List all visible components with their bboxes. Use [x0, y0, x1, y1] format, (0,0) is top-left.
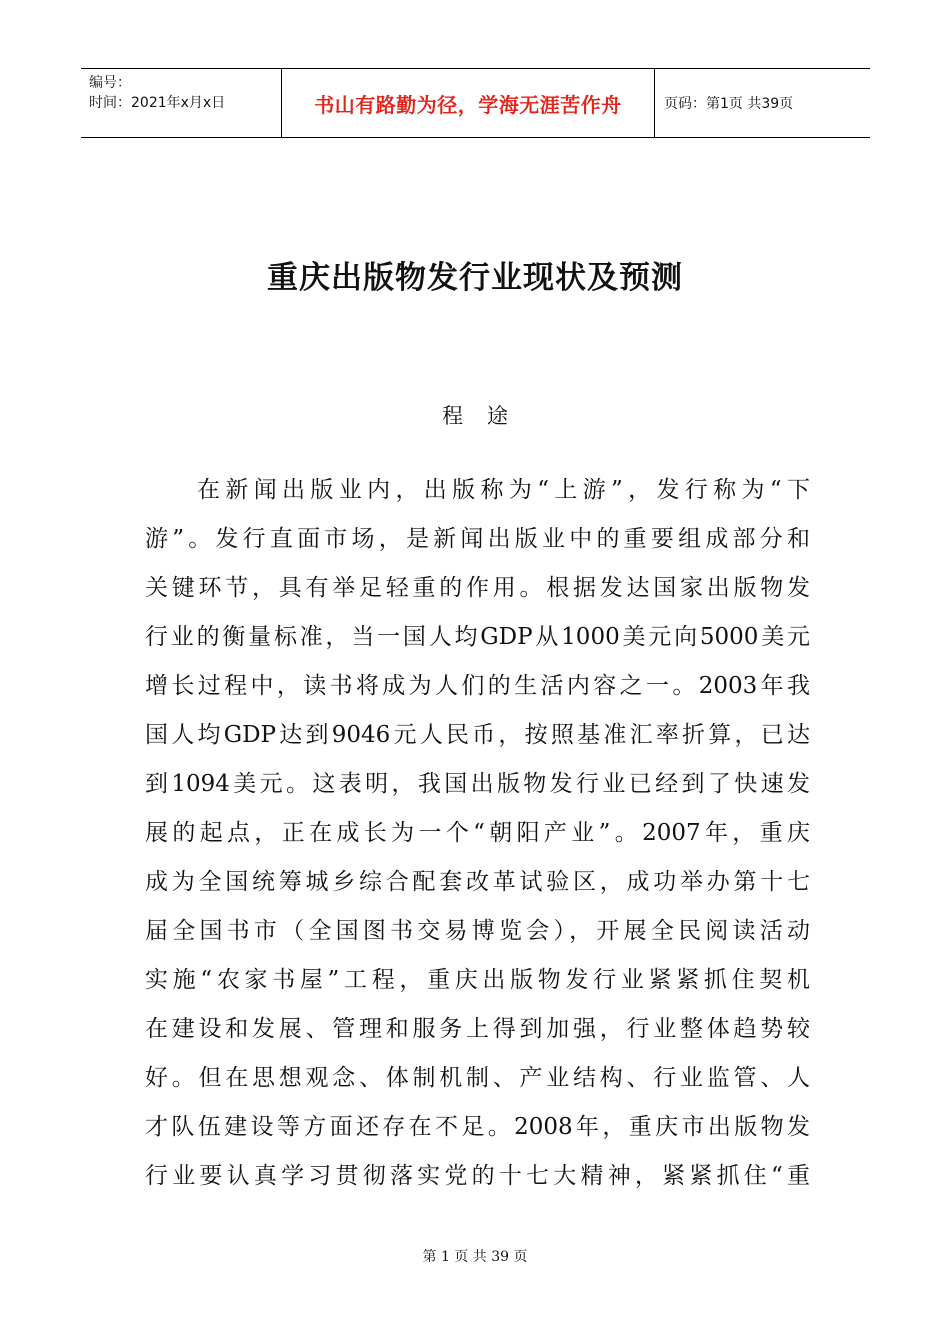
header-meta-cell	[81, 69, 282, 137]
page-info: 页码：第1页 共39页	[664, 96, 794, 112]
author	[0, 400, 950, 430]
author-char: 程	[442, 404, 463, 428]
body-paragraph	[145, 466, 810, 1201]
text-line: 实施“农家书屋”工程，重庆出版物发行业紧紧抓住契机	[145, 967, 810, 993]
motto-text: 书山有路勤为径，学海无涯苦作舟	[314, 92, 622, 117]
page-footer: 第 1 页 共 39 页	[422, 1249, 528, 1265]
text-line: 行业的衡量标准，当一国人均GDP从1000美元向5000美元	[145, 624, 810, 650]
header-motto-cell	[282, 69, 655, 137]
text-line: 游”。发行直面市场，是新闻出版业中的重要组成部分和	[145, 526, 810, 552]
text-line: 展的起点，正在成长为一个“朝阳产业”。2007年，重庆	[145, 820, 810, 846]
text-line: 成为全国统筹城乡综合配套改革试验区，成功举办第十七	[145, 869, 810, 895]
text-line: 关键环节，具有举足轻重的作用。根据发达国家出版物发	[145, 575, 810, 601]
number-label: 编号：	[89, 75, 131, 91]
text-line: 好。但在思想观念、体制机制、产业结构、行业监管、人	[145, 1065, 810, 1091]
text-line: 在新闻出版业内，出版称为“上游”，发行称为“下	[197, 477, 810, 503]
text-line: 行业要认真学习贯彻落实党的十七大精神，紧紧抓住“重	[145, 1163, 810, 1189]
text-line: 在建设和发展、管理和服务上得到加强，行业整体趋势较	[145, 1016, 810, 1042]
text-line: 增长过程中，读书将成为人们的生活内容之一。2003年我	[145, 673, 810, 699]
text-line: 国人均GDP达到9046元人民币，按照基准汇率折算，已达	[145, 722, 810, 748]
text-line: 才队伍建设等方面还存在不足。2008年，重庆市出版物发	[145, 1114, 810, 1140]
header-page-cell	[655, 69, 870, 137]
text-line: 到1094美元。这表明，我国出版物发行业已经到了快速发	[145, 771, 810, 797]
header-table	[81, 68, 870, 138]
text-line: 届全国书市（全国图书交易博览会），开展全民阅读活动	[145, 918, 810, 944]
document-title: 重庆出版物发行业现状及预测	[267, 260, 683, 296]
date-label: 时间：2021年x月x日	[89, 95, 226, 111]
author-char: 途	[487, 404, 508, 428]
